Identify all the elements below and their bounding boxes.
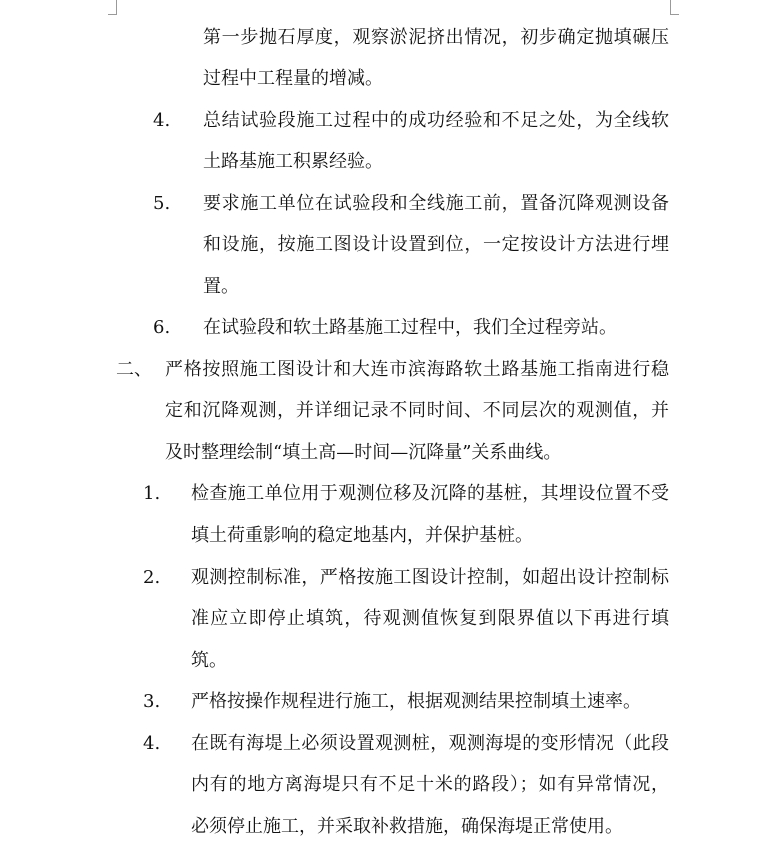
text-line: 土路基施工积累经验。 [203, 151, 383, 172]
text-line: 检查施工单位用于观测位移及沉降的基桩，其埋设位置不受 [191, 483, 669, 504]
list-number: 2. [143, 567, 161, 588]
section-number: 二、 [116, 359, 152, 380]
list-number: 4. [143, 733, 161, 754]
list-number: 4. [153, 110, 171, 131]
text-line: 及时整理绘制“填土高—时间—沉降量”关系曲线。 [165, 442, 562, 463]
right-margin-corner-mark [670, 0, 679, 15]
text-line: 准应立即停止填筑，待观测值恢复到限界值以下再进行填 [191, 608, 669, 629]
text-line: 定和沉降观测，并详细记录不同时间、不同层次的观测值，并 [165, 400, 669, 421]
text-line: 观测控制标准，严格按施工图设计控制，如超出设计控制标 [191, 567, 669, 588]
list-number: 6. [153, 317, 171, 338]
list-number: 5. [153, 193, 171, 214]
text-line: 严格按操作规程进行施工，根据观测结果控制填土速率。 [191, 691, 641, 712]
list-number: 3. [143, 691, 161, 712]
text-line: 内有的地方离海堤只有不足十米的路段）；如有异常情况， [191, 774, 669, 795]
text-line: 过程中工程量的增减。 [203, 68, 383, 89]
text-line: 筑。 [191, 650, 227, 671]
text-line: 在试验段和软土路基施工过程中，我们全过程旁站。 [203, 317, 617, 338]
text-line: 填土荷重影响的稳定地基内，并保护基桩。 [191, 525, 533, 546]
text-line: 总结试验段施工过程中的成功经验和不足之处，为全线软 [203, 110, 669, 131]
text-line: 第一步抛石厚度，观察淤泥挤出情况，初步确定抛填碾压 [203, 27, 669, 48]
text-line: 和设施，按施工图设计设置到位，一定按设计方法进行埋 [203, 234, 669, 255]
left-margin-corner-mark [108, 0, 117, 15]
text-line: 要求施工单位在试验段和全线施工前，置备沉降观测设备 [203, 193, 669, 214]
text-line: 置。 [203, 276, 239, 297]
text-line: 严格按照施工图设计和大连市滨海路软土路基施工指南进行稳 [165, 359, 669, 380]
list-number: 1. [143, 483, 161, 504]
text-line: 必须停止施工，并采取补救措施，确保海堤正常使用。 [191, 816, 623, 837]
text-line: 在既有海堤上必须设置观测桩，观测海堤的变形情况（此段 [191, 733, 669, 754]
